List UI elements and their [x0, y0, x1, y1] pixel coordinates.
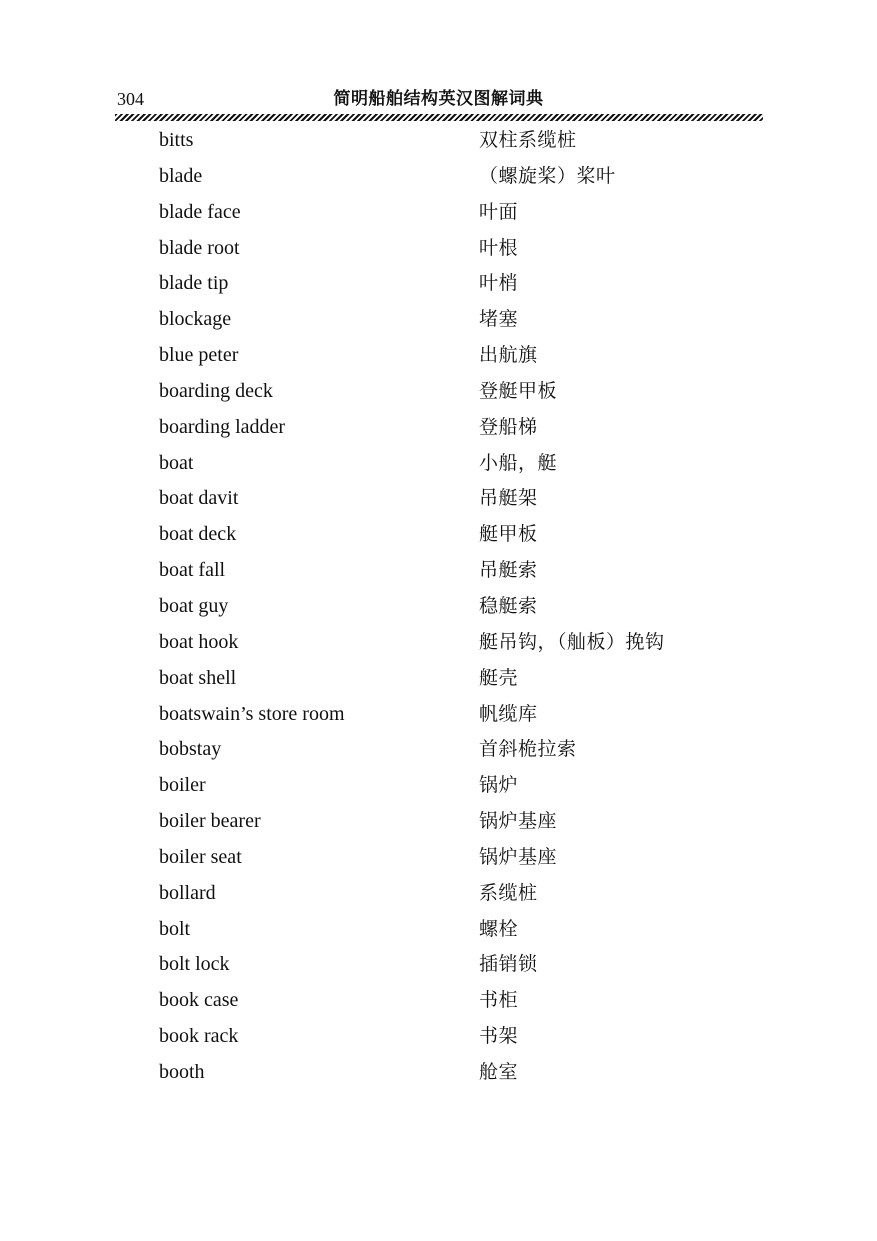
- entry-term: booth: [159, 1060, 205, 1083]
- glossary-entry: [0, 481, 877, 517]
- entry-translation: 吊艇架: [479, 487, 538, 510]
- page-number: 304: [117, 89, 144, 109]
- entry-term: blue peter: [159, 344, 239, 367]
- glossary-entry: [0, 804, 877, 840]
- entry-translation: 双柱系缆桩: [479, 129, 577, 151]
- running-title: 简明船舶结构英汉图解词典: [333, 89, 544, 109]
- entry-term: boat hook: [159, 630, 239, 653]
- glossary-entry: [0, 231, 877, 267]
- entry-translation: 螺栓: [479, 917, 519, 940]
- entry-term: boat guy: [159, 594, 229, 617]
- glossary-entry: [0, 589, 877, 625]
- entry-translation: 堵塞: [479, 308, 519, 331]
- glossary-list: [0, 123, 877, 1091]
- glossary-entry: [0, 697, 877, 733]
- glossary-entry: [0, 302, 877, 338]
- entry-term: book rack: [159, 1025, 239, 1048]
- glossary-entry: [0, 446, 877, 482]
- entry-translation: 锅炉: [479, 774, 519, 797]
- entry-translation: 稳艇索: [479, 594, 538, 617]
- glossary-entry: [0, 840, 877, 876]
- entry-term: book case: [159, 989, 239, 1012]
- glossary-entry: [0, 338, 877, 374]
- glossary-entry: [0, 159, 877, 195]
- entry-term: boiler bearer: [159, 810, 261, 833]
- glossary-entry: [0, 912, 877, 948]
- entry-term: bollard: [159, 881, 216, 904]
- glossary-entry: [0, 732, 877, 768]
- entry-term: blade face: [159, 200, 241, 223]
- glossary-entry: [0, 517, 877, 553]
- entry-translation: 叶面: [479, 200, 519, 223]
- glossary-entry: [0, 195, 877, 231]
- entry-translation: 登艇甲板: [479, 379, 558, 402]
- entry-translation: 锅炉基座: [479, 810, 558, 833]
- entry-translation: 插销锁: [479, 953, 538, 976]
- entry-translation: 锅炉基座: [479, 845, 558, 868]
- glossary-entry: [0, 123, 877, 159]
- entry-translation: 舱室: [479, 1060, 519, 1083]
- entry-translation: 登船梯: [479, 415, 538, 438]
- entry-term: bobstay: [159, 738, 222, 761]
- entry-term: boat fall: [159, 559, 226, 582]
- glossary-entry: [0, 1055, 877, 1091]
- glossary-entry: [0, 553, 877, 589]
- header-rule: [115, 114, 763, 121]
- glossary-entry: [0, 266, 877, 302]
- glossary-entry: [0, 661, 877, 697]
- entry-translation: 出航旗: [479, 344, 538, 367]
- entry-translation: 首斜桅拉索: [479, 738, 577, 761]
- entry-term: blade root: [159, 236, 240, 259]
- entry-translation: 艇甲板: [479, 523, 538, 546]
- entry-translation: 小船，艇: [479, 451, 558, 474]
- entry-translation: 书柜: [479, 989, 519, 1012]
- entry-translation: 帆缆库: [479, 702, 538, 725]
- glossary-entry: [0, 410, 877, 446]
- entry-term: boat deck: [159, 523, 237, 546]
- entry-term: boiler: [159, 774, 206, 797]
- glossary-entry: [0, 983, 877, 1019]
- glossary-entry: [0, 1019, 877, 1055]
- entry-term: blockage: [159, 308, 232, 331]
- entry-term: boatswain’s store room: [159, 702, 345, 725]
- glossary-entry: [0, 625, 877, 661]
- entry-translation: 叶梢: [479, 272, 519, 295]
- entry-translation: 叶根: [479, 236, 519, 259]
- entry-term: boiler seat: [159, 845, 242, 868]
- entry-term: boat: [159, 451, 194, 474]
- entry-term: blade: [159, 164, 203, 187]
- entry-term: boat shell: [159, 666, 237, 689]
- entry-term: boarding deck: [159, 379, 273, 402]
- glossary-entry: [0, 947, 877, 983]
- glossary-entry: [0, 374, 877, 410]
- entry-term: bitts: [159, 129, 194, 151]
- entry-term: bolt lock: [159, 953, 230, 976]
- entry-translation: 吊艇索: [479, 559, 538, 582]
- entry-translation: 艇吊钩，（舢板）挽钩: [479, 630, 665, 653]
- entry-translation: （螺旋桨）桨叶: [479, 164, 616, 187]
- entry-translation: 系缆桩: [479, 881, 538, 904]
- entry-translation: 艇壳: [479, 666, 519, 689]
- entry-translation: 书架: [479, 1025, 519, 1048]
- entry-term: blade tip: [159, 272, 229, 295]
- glossary-entry: [0, 768, 877, 804]
- entry-term: bolt: [159, 917, 191, 940]
- entry-term: boarding ladder: [159, 415, 286, 438]
- entry-term: boat davit: [159, 487, 239, 510]
- glossary-entry: [0, 876, 877, 912]
